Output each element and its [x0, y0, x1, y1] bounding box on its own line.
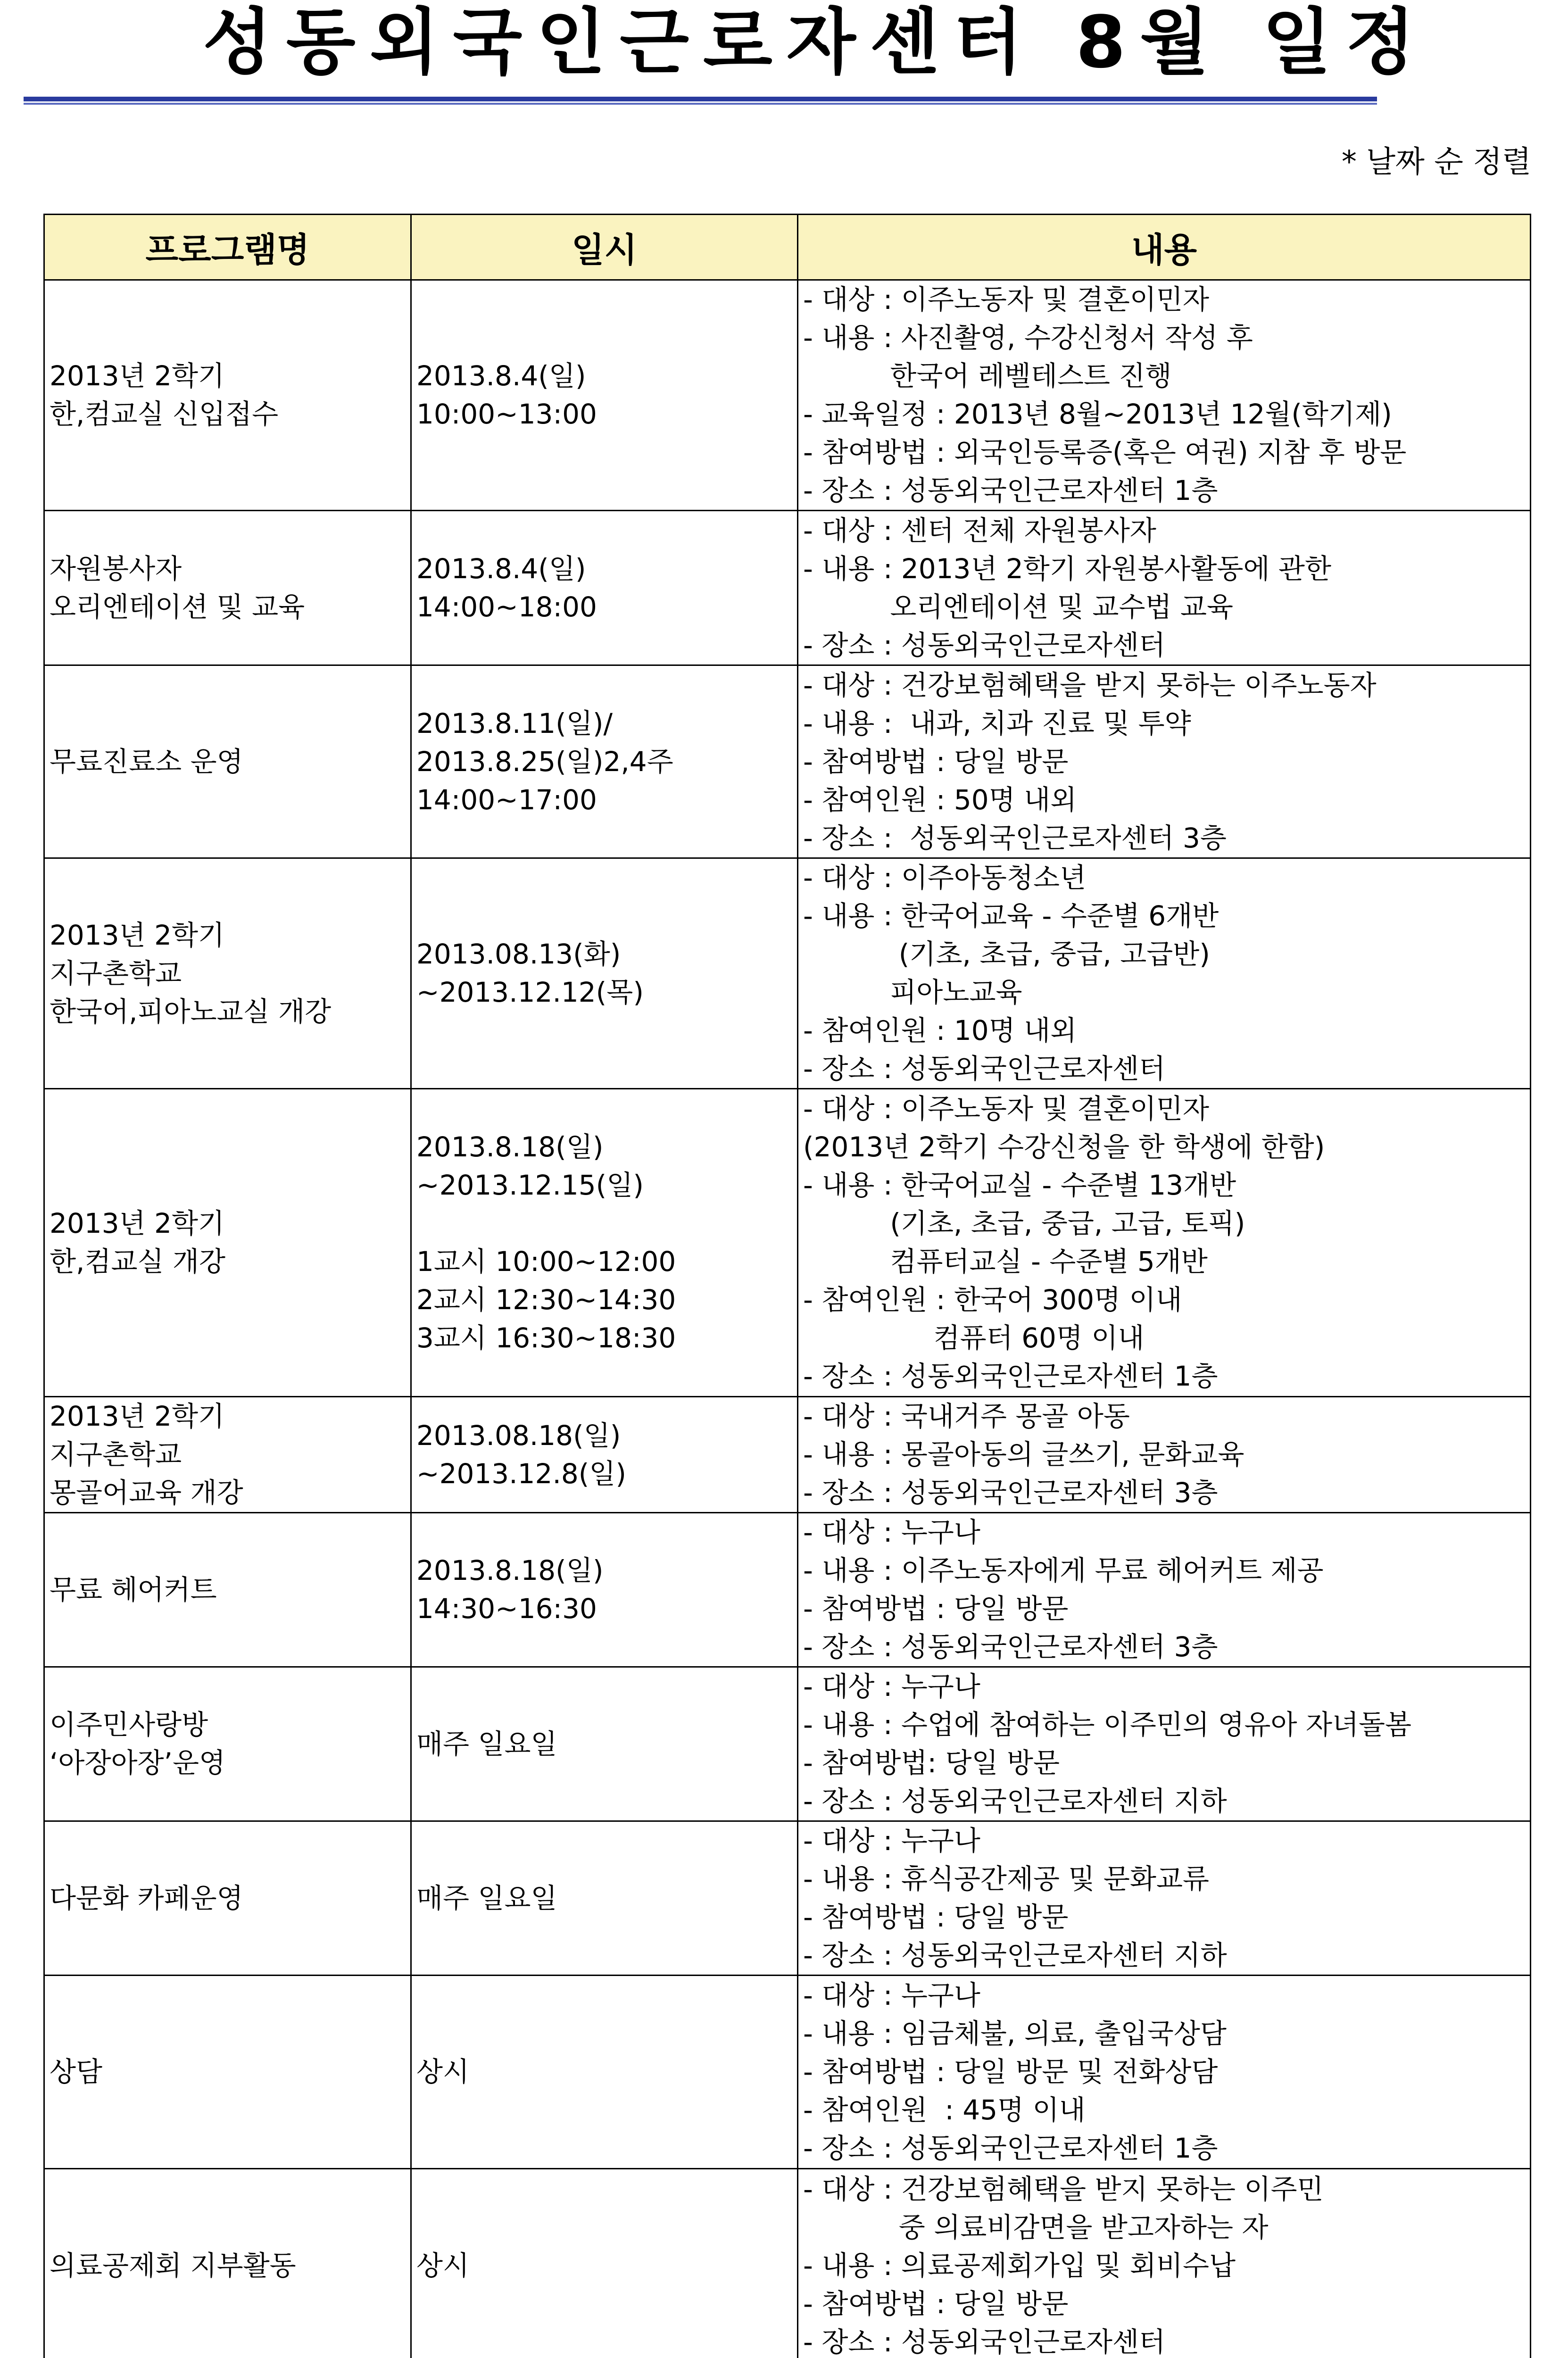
datetime-cell: 2013.8.11(일)/ 2013.8.25(일)2,4주 14:00~17:00: [411, 665, 798, 858]
table-header-row: [44, 215, 1531, 280]
detail-line: - 참여인원 : 50명 내외: [803, 783, 1077, 816]
header-datetime: 일시: [411, 215, 798, 280]
detail-line: - 내용 : 의료공제회가입 및 회비수납: [803, 2249, 1236, 2282]
detail-line: - 대상 : 이주아동청소년: [803, 862, 1087, 894]
datetime-cell: 2013.08.13(화) ~2013.12.12(목): [411, 858, 798, 1089]
table-row: [44, 280, 1531, 511]
datetime-cell: 상시: [411, 1976, 798, 2169]
datetime-cell: 2013.8.18(일) ~2013.12.15(일) 1교시 10:00~12:00 2교시 12:30~14:30 3교시 16:30~18:30: [411, 1089, 798, 1397]
detail-line: - 내용 : 2013년 2학기 자원봉사활동에 관한: [803, 552, 1331, 585]
detail-line: - 내용 : 몽골아동의 글쓰기, 문화교육: [803, 1438, 1244, 1470]
detail-line: - 장소 : 성동외국인근로자센터: [803, 629, 1166, 661]
details-cell: [798, 858, 1531, 1089]
detail-line: - 장소 : 성동외국인근로자센터 3층: [803, 1631, 1218, 1663]
datetime-cell: 2013.8.4(일) 10:00~13:00: [411, 280, 798, 511]
detail-line: 피아노교육: [803, 976, 1022, 1008]
details-cell: [798, 1397, 1531, 1513]
detail-line: - 장소 : 성동외국인근로자센터 1층: [803, 1360, 1218, 1392]
datetime-cell: 매주 일요일: [411, 1667, 798, 1821]
table-row: [44, 511, 1531, 665]
detail-line: - 대상 : 건강보험혜택을 받지 못하는 이주노동자: [803, 669, 1377, 701]
datetime-cell: 2013.8.4(일) 14:00~18:00: [411, 511, 798, 665]
program-name-cell: 2013년 2학기 한,컴교실 신입접수: [44, 280, 411, 511]
detail-line: - 참여인원 : 한국어 300명 이내: [803, 1284, 1182, 1316]
detail-line: - 참여방법 : 당일 방문: [803, 1593, 1069, 1625]
detail-line: - 참여인원 : 45명 이내: [803, 2094, 1086, 2126]
details-cell: [798, 1821, 1531, 1976]
details-cell: [798, 1089, 1531, 1397]
detail-line: - 내용 : 임금체불, 의료, 출입국상담: [803, 2018, 1227, 2050]
table-row: [44, 858, 1531, 1089]
detail-line: - 내용 : 한국어교실 - 수준별 13개반: [803, 1169, 1236, 1201]
sort-note: * 날짜 순 정렬: [1341, 145, 1531, 180]
header-program-name: 프로그램명: [44, 215, 411, 280]
detail-line: - 대상 : 누구나: [803, 1670, 980, 1702]
detail-line: - 참여인원 : 10명 내외: [803, 1014, 1077, 1046]
details-cell: [798, 665, 1531, 858]
title-rule-thin: [24, 103, 1377, 105]
detail-line: - 대상 : 누구나: [803, 1516, 980, 1548]
detail-line: - 내용 : 휴식공간제공 및 문화교류: [803, 1863, 1210, 1895]
page-title: 성동외국인근로자센터 8월 일정: [203, 0, 1429, 84]
detail-line: - 대상 : 누구나: [803, 1825, 980, 1857]
detail-line: - 장소 : 성동외국인근로자센터 지하: [803, 1785, 1227, 1817]
schedule-table: [43, 214, 1531, 2358]
table-row: [44, 1667, 1531, 1821]
detail-line: - 참여방법 : 당일 방문 및 전화상담: [803, 2056, 1218, 2088]
detail-line: - 내용 : 내과, 치과 진료 및 투약: [803, 707, 1191, 739]
detail-line: - 장소 : 성동외국인근로자센터 1층: [803, 474, 1218, 506]
detail-line: - 장소 : 성동외국인근로자센터 3층: [803, 1477, 1218, 1509]
table-row: [44, 1513, 1531, 1667]
details-cell: [798, 1667, 1531, 1821]
detail-line: - 참여방법 : 당일 방문: [803, 745, 1069, 778]
program-name-cell: 무료진료소 운영: [44, 665, 411, 858]
detail-line: (2013년 2학기 수강신청을 한 학생에 한함): [803, 1131, 1325, 1163]
datetime-cell: 2013.8.18(일) 14:30~16:30: [411, 1513, 798, 1667]
detail-line: - 참여방법: 당일 방문: [803, 1747, 1060, 1779]
title-rule-thick: [24, 97, 1377, 101]
table-row: [44, 1089, 1531, 1397]
detail-line: - 장소 : 성동외국인근로자센터: [803, 1053, 1166, 1085]
detail-line: - 대상 : 국내거주 몽골 아동: [803, 1400, 1130, 1432]
detail-line: 중 의료비감면을 받고자하는 자: [803, 2211, 1269, 2243]
datetime-cell: 매주 일요일: [411, 1821, 798, 1976]
table-row: [44, 665, 1531, 858]
title-underline: [24, 97, 1377, 105]
program-name-cell: 이주민사랑방 ‘아장아장’운영: [44, 1667, 411, 1821]
detail-line: - 참여방법 : 당일 방문: [803, 1901, 1069, 1933]
program-name-cell: 2013년 2학기 지구촌학교 한국어,피아노교실 개강: [44, 858, 411, 1089]
program-name-cell: 2013년 2학기 지구촌학교 몽골어교육 개강: [44, 1397, 411, 1513]
detail-line: - 장소 : 성동외국인근로자센터: [803, 2325, 1166, 2358]
datetime-cell: 2013.08.18(일) ~2013.12.8(일): [411, 1397, 798, 1513]
program-name-cell: 자원봉사자 오리엔테이션 및 교육: [44, 511, 411, 665]
detail-line: - 참여방법 : 외국인등록증(혹은 여권) 지참 후 방문: [803, 436, 1407, 468]
details-cell: [798, 511, 1531, 665]
program-name-cell: 의료공제회 지부활동: [44, 2169, 411, 2358]
detail-line: - 대상 : 누구나: [803, 1979, 980, 2011]
program-name-cell: 무료 헤어커트: [44, 1513, 411, 1667]
program-name-cell: 다문화 카페운영: [44, 1821, 411, 1976]
detail-line: - 내용 : 한국어교육 - 수준별 6개반: [803, 900, 1219, 932]
details-cell: [798, 1976, 1531, 2169]
detail-line: (기초, 초급, 중급, 고급반): [803, 938, 1210, 970]
detail-line: - 대상 : 건강보험혜택을 받지 못하는 이주민: [803, 2173, 1324, 2205]
table-row: [44, 1821, 1531, 1976]
detail-line: - 대상 : 이주노동자 및 결혼이민자: [803, 283, 1210, 316]
datetime-cell: 상시: [411, 2169, 798, 2358]
table-row: [44, 2169, 1531, 2358]
details-cell: [798, 280, 1531, 511]
table-row: [44, 1397, 1531, 1513]
detail-line: 오리엔테이션 및 교수법 교육: [803, 590, 1234, 623]
details-cell: [798, 1513, 1531, 1667]
detail-line: - 내용 : 수업에 참여하는 이주민의 영유아 자녀돌봄: [803, 1709, 1412, 1741]
details-cell: [798, 2169, 1531, 2358]
table-row: [44, 1976, 1531, 2169]
detail-line: 컴퓨터 60명 이내: [803, 1322, 1145, 1354]
detail-line: - 교육일정 : 2013년 8월~2013년 12월(학기제): [803, 398, 1392, 430]
header-details: 내용: [798, 215, 1531, 280]
detail-line: - 장소 : 성동외국인근로자센터 3층: [803, 822, 1227, 854]
detail-line: - 내용 : 이주노동자에게 무료 헤어커트 제공: [803, 1554, 1324, 1586]
detail-line: (기초, 초급, 중급, 고급, 토픽): [803, 1207, 1245, 1239]
program-name-cell: 상담: [44, 1976, 411, 2169]
detail-line: - 대상 : 센터 전체 자원봉사자: [803, 514, 1156, 547]
detail-line: 컴퓨터교실 - 수준별 5개반: [803, 1245, 1208, 1278]
detail-line: - 참여방법 : 당일 방문: [803, 2287, 1069, 2320]
detail-line: - 내용 : 사진촬영, 수강신청서 작성 후: [803, 322, 1253, 354]
program-name-cell: 2013년 2학기 한,컴교실 개강: [44, 1089, 411, 1397]
detail-line: - 대상 : 이주노동자 및 결혼이민자: [803, 1093, 1210, 1125]
detail-line: - 장소 : 성동외국인근로자센터 1층: [803, 2132, 1218, 2164]
detail-line: - 장소 : 성동외국인근로자센터 지하: [803, 1939, 1227, 1971]
detail-line: 한국어 레벨테스트 진행: [803, 360, 1172, 392]
